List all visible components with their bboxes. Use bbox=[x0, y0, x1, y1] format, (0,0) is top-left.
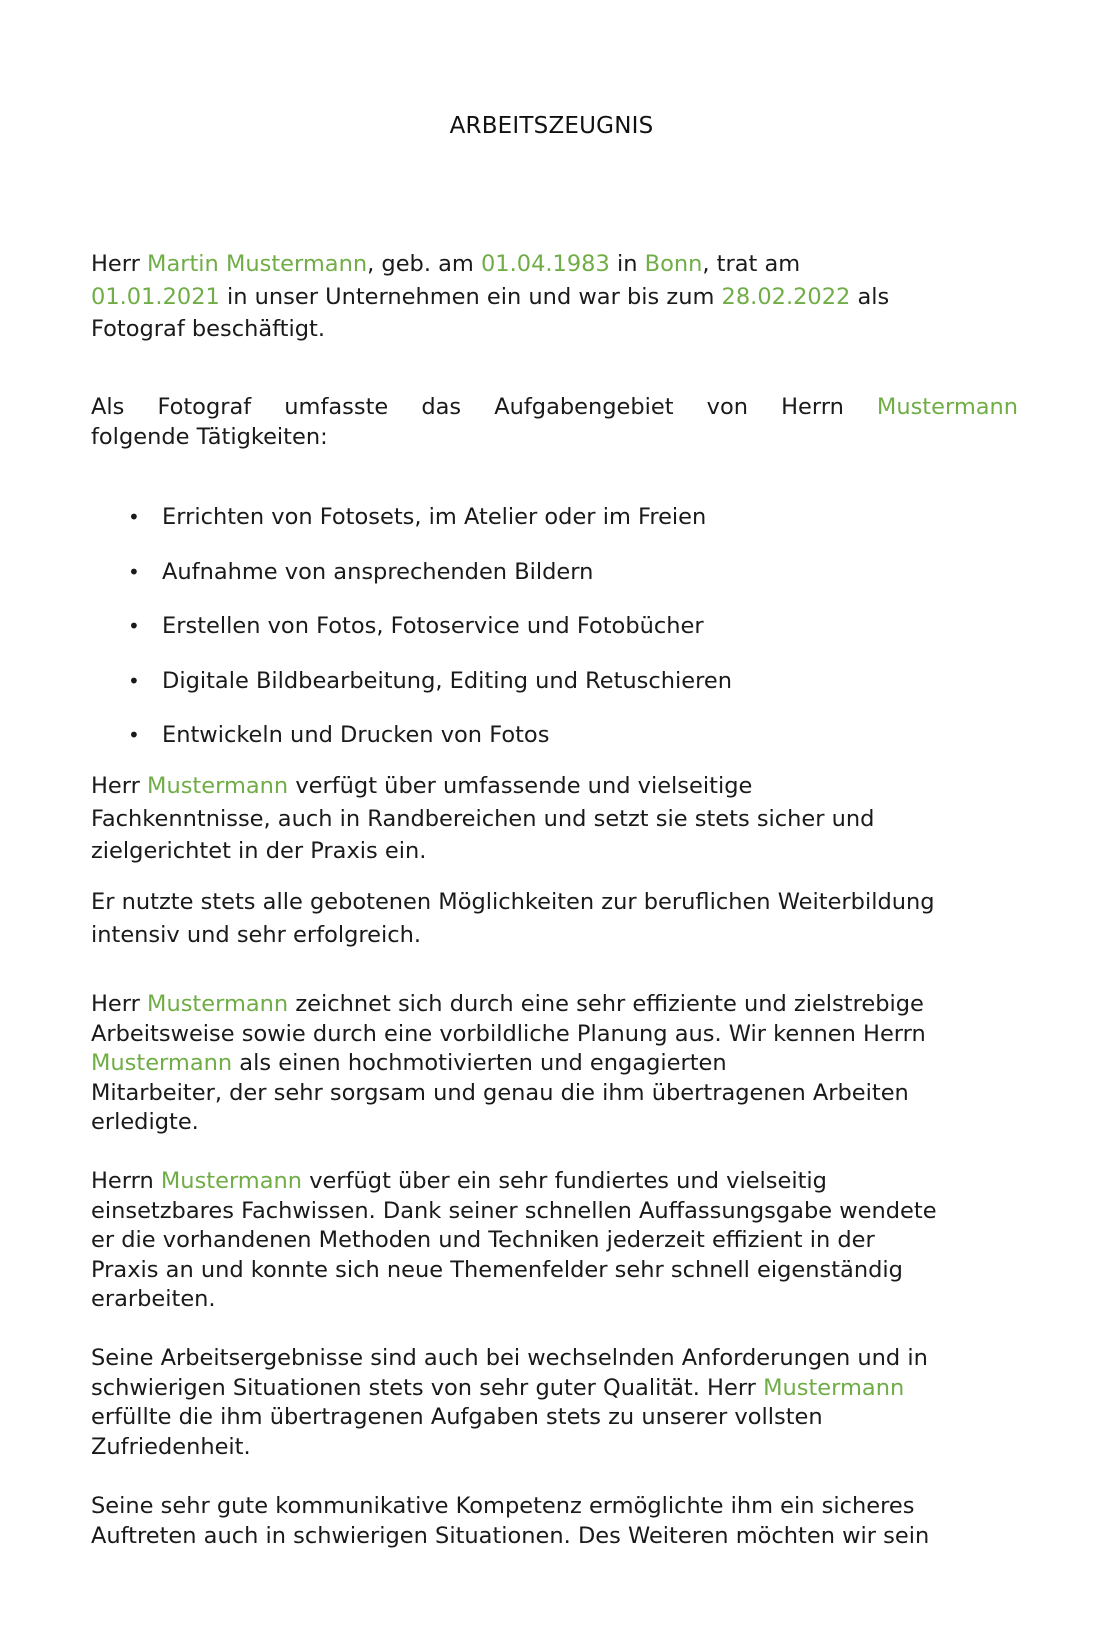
employee-surname: Mustermann bbox=[147, 991, 289, 1017]
intro-paragraph bbox=[91, 248, 1011, 346]
intro-line-2: 01.01.2021 in unser Unternehmen ein und war bis zum 28.02.2022 als bbox=[91, 283, 890, 310]
employee-surname: Mustermann bbox=[160, 1168, 303, 1194]
birth-date: 01.04.1983 bbox=[480, 251, 610, 277]
employee-surname: Mustermann bbox=[763, 1374, 905, 1401]
start-date: 01.01.2021 bbox=[91, 283, 220, 310]
tasks-intro-paragraph bbox=[91, 393, 1018, 452]
employee-name: Martin Mustermann bbox=[147, 251, 368, 277]
intro-line-3: Fotograf beschäftigt. bbox=[91, 316, 326, 342]
list-item: • Erstellen von Fotos, Fotoservice und Fotobücher bbox=[91, 610, 1011, 665]
bullet-icon: • bbox=[128, 559, 140, 584]
tasks-intro-line-2: folgende Tätigkeiten: bbox=[91, 423, 328, 450]
bullet-icon: • bbox=[128, 614, 140, 638]
training-paragraph: Er nutzte stets alle gebotenen Möglichkeiten zur beruflichen Weiterbildung intensiv und sehr erfolgreich. bbox=[91, 889, 935, 948]
task-list bbox=[91, 501, 1011, 774]
document-title: ARBEITSZEUGNIS bbox=[449, 113, 654, 139]
bullet-icon: • bbox=[128, 668, 140, 693]
birth-place: Bonn bbox=[644, 251, 703, 277]
list-item: • Aufnahme von ansprechenden Bildern bbox=[91, 556, 1011, 611]
list-item: • Digitale Bildbearbeitung, Editing und Retuschieren bbox=[91, 665, 1011, 720]
bullet-icon: • bbox=[128, 723, 140, 747]
results-paragraph: Seine Arbeitsergebnisse sind auch bei wechselnden Anforderungen und in schwierigen Situationen stets von sehr guter Qualität. Herr Mustermann erfüllte die ihm übertragenen Aufgaben stets zu unserer vollsten Zufriedenheit. bbox=[91, 1345, 928, 1460]
list-item: • Errichten von Fotosets, im Atelier oder im Freien bbox=[91, 501, 1011, 556]
list-item: • Entwickeln und Drucken von Fotos bbox=[91, 719, 1011, 774]
expertise-paragraph: Herrn Mustermann verfügt über ein sehr fundiertes und vielseitig einsetzbares Fachwissen. Dank seiner schnellen Auffassungsgabe wendete er die vorhandenen Methoden und Techniken jederzeit effizient in der Praxis an und konnte sich neue Themenfelder sehr schnell eigenständig erarbeiten. bbox=[91, 1168, 937, 1312]
communication-paragraph: Seine sehr gute kommunikative Kompetenz ermöglichte ihm ein sicheres Auftreten auch in schwierigen Situationen. Des Weiteren möchten wir sein bbox=[91, 1493, 930, 1549]
knowledge-paragraph: Herr Mustermann verfügt über umfassende und vielseitige Fachkenntnisse, auch in Randbereichen und setzt sie stets sicher und zielgerichtet in der Praxis ein. bbox=[91, 773, 875, 864]
tasks-intro-line-1: Als Fotograf umfasste das Aufgabengebiet von Herrn Mustermann bbox=[91, 394, 1019, 420]
intro-line-1: Herr Martin Mustermann, geb. am 01.04.1983 in Bonn, trat am bbox=[91, 251, 801, 277]
end-date: 28.02.2022 bbox=[721, 283, 851, 310]
work-style-paragraph: Herr Mustermann zeichnet sich durch eine sehr effiziente und zielstrebige Arbeitsweise sowie durch eine vorbildliche Planung aus. Wir kennen Herrn Mustermann als einen hochmotivierten und engagierten Mitarbeiter, der sehr sorgsam und genau die ihm übertragenen Arbeiten erledigte. bbox=[91, 991, 926, 1135]
employee-surname: Mustermann bbox=[876, 394, 1019, 420]
bullet-icon: • bbox=[128, 505, 140, 529]
employee-surname: Mustermann bbox=[147, 773, 289, 799]
employee-surname: Mustermann bbox=[91, 1050, 233, 1076]
